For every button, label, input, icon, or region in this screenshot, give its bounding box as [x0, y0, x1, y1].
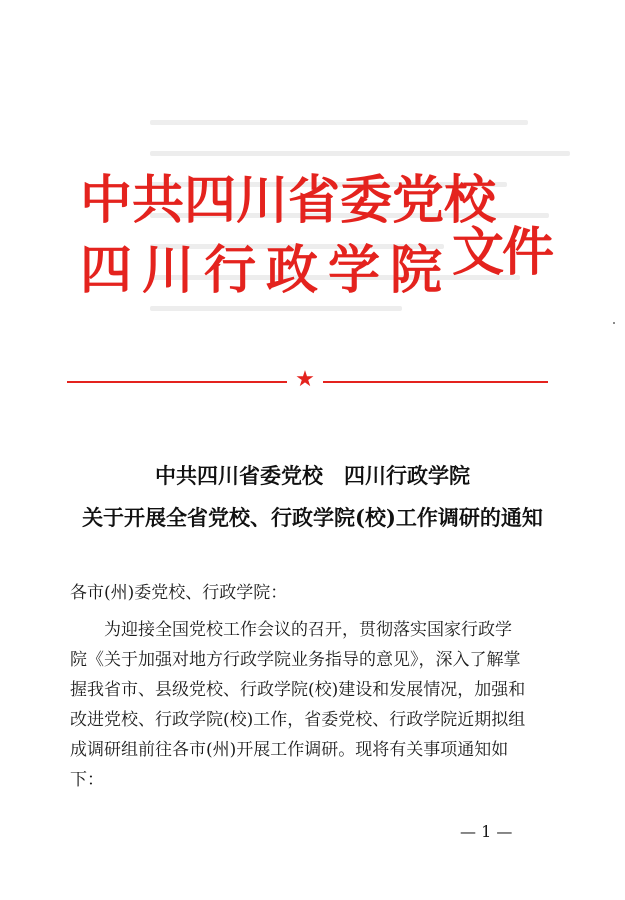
body-line: 握我省市、县级党校、行政学院(校)建设和发展情况，加强和 — [70, 680, 526, 700]
body-line: 为迎接全国党校工作会议的召开，贯彻落实国家行政学 — [104, 620, 512, 640]
red-separator-left — [67, 381, 287, 383]
page-number: — 1 — — [460, 822, 513, 841]
body-line: 成调研组前往各市(州)开展工作调研。现将有关事项通知如 — [70, 740, 509, 760]
salutation: 各市(州)委党校、行政学院： — [70, 583, 288, 603]
document-title-line1: 中共四川省委党校 四川行政学院 — [155, 463, 470, 488]
scan-speck — [613, 322, 615, 324]
body-line: 院《关于加强对地方行政学院业务指导的意见》，深入了解掌 — [70, 650, 521, 670]
red-star-icon: ★ — [295, 367, 315, 392]
body-line: 下： — [70, 770, 104, 790]
issuer-line-admin-institute: 四川行政学院 — [80, 241, 453, 301]
issuer-suffix-wenjian: 文件 — [452, 223, 553, 283]
issuer-line-party-school: 中共四川省委党校 — [80, 171, 497, 231]
body-line: 改进党校、行政学院(校)工作，省委党校、行政学院近期拟组 — [70, 710, 526, 730]
document-title-line2: 关于开展全省党校、行政学院(校)工作调研的通知 — [82, 505, 543, 530]
body-paragraph — [70, 615, 560, 795]
red-separator-right — [323, 381, 548, 383]
